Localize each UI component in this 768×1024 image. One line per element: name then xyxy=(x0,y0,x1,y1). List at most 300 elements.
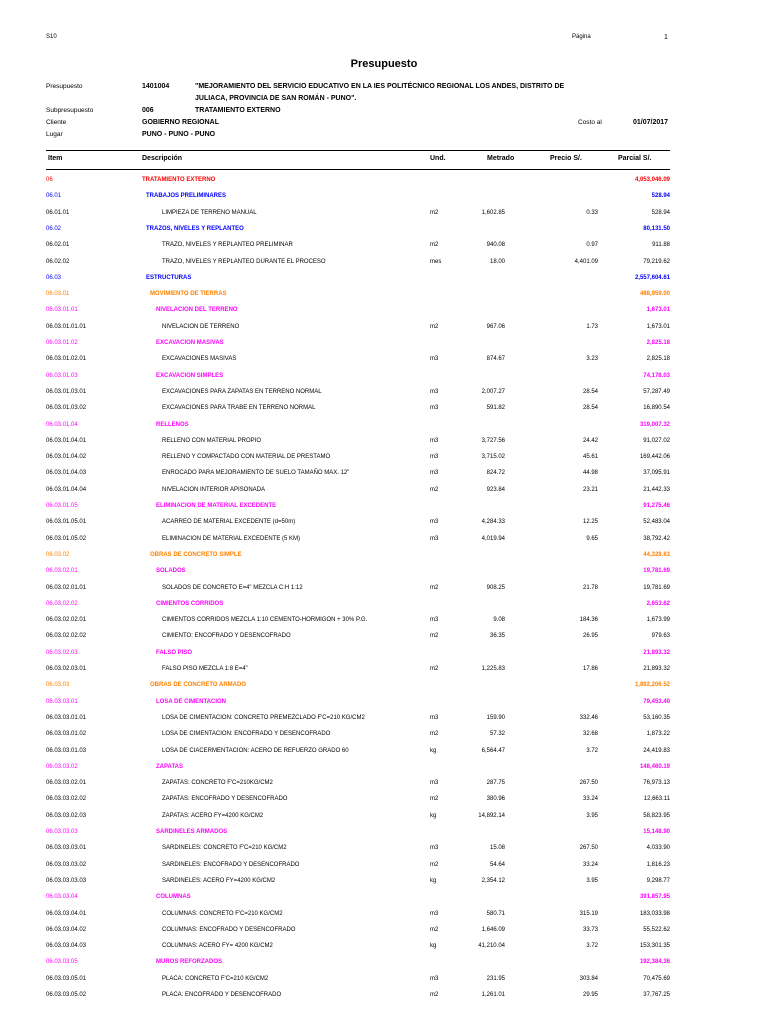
row-metrado: 41,210.04 xyxy=(478,943,505,950)
row-parcial: 55,522.62 xyxy=(643,926,670,933)
row-description: ZAPATAS xyxy=(156,763,183,770)
row-metrado: 940.08 xyxy=(486,242,505,249)
col-descripcion: Descripción xyxy=(142,155,183,162)
row-precio: 3.72 xyxy=(586,747,598,754)
row-item: 06.03.03.05.02 xyxy=(46,992,87,998)
row-parcial: 21,893.32 xyxy=(643,649,670,656)
row-metrado: 908.25 xyxy=(486,584,505,591)
row-metrado: 2,354.12 xyxy=(481,877,505,884)
row-description: PLACA: CONCRETO F'C=210 KG/CM2 xyxy=(162,975,269,982)
row-item: 06.03.03.02 xyxy=(46,763,78,770)
row-description: EXCAVACIONES PARA TRABE EN TERRENO NORMAL xyxy=(162,405,316,412)
row-item: 06.03.03 xyxy=(46,682,70,689)
table-row xyxy=(0,547,768,563)
row-precio: 28.54 xyxy=(582,388,598,395)
table-row xyxy=(0,335,768,351)
row-parcial: 319,007.32 xyxy=(639,421,670,428)
row-metrado: 36.35 xyxy=(489,633,505,640)
table-row xyxy=(0,612,768,628)
row-parcial: 58,823.95 xyxy=(643,812,670,819)
row-precio: 267.50 xyxy=(579,780,598,787)
row-metrado: 6,564.47 xyxy=(481,747,505,754)
row-description: OBRAS DE CONCRETO ARMADO xyxy=(150,682,247,689)
row-parcial: 37,095.91 xyxy=(643,470,670,477)
table-row xyxy=(0,286,768,302)
row-metrado: 3,715.02 xyxy=(481,454,505,461)
row-description: TRAZO, NIVELES Y REPLANTEO PRELIMINAR xyxy=(162,242,293,249)
row-metrado: 591.82 xyxy=(486,405,505,412)
row-item: 06.02.02 xyxy=(46,258,70,265)
table-row xyxy=(0,971,768,987)
row-description: LIMPIEZA DE TERRENO MANUAL xyxy=(162,209,257,216)
row-metrado: 380.96 xyxy=(486,796,505,803)
row-unit: m3 xyxy=(430,388,439,395)
row-parcial: 80,131.50 xyxy=(643,225,670,232)
row-item: 06.03.01 xyxy=(46,291,70,298)
table-row xyxy=(0,237,768,253)
row-parcial: 2,825.18 xyxy=(646,340,670,346)
row-unit: m3 xyxy=(430,535,439,542)
table-row xyxy=(0,661,768,677)
table-row xyxy=(0,205,768,221)
row-item: 06.03.03.04.02 xyxy=(46,926,87,933)
row-parcial: 192,384.36 xyxy=(639,959,670,966)
row-description: LOSA DE CIMENTACION: CONCRETO PREMEZCLADO F'C=210 KG/CM2 xyxy=(162,714,365,721)
row-precio: 17.86 xyxy=(582,666,598,672)
row-description: NIVELACION DE TERRENO xyxy=(162,323,240,330)
table-row xyxy=(0,384,768,400)
cliente-value: GOBIERNO REGIONAL xyxy=(142,119,220,126)
row-parcial: 52,483.04 xyxy=(643,519,670,526)
row-metrado: 57.32 xyxy=(489,731,505,738)
row-description: RELLENO CON MATERIAL PROPIO xyxy=(162,437,262,444)
row-metrado: 2,007.27 xyxy=(481,388,505,395)
table-row xyxy=(0,824,768,840)
row-parcial: 391,857.95 xyxy=(639,894,670,901)
row-description: TRAZOS, NIVELES Y REPLANTEO xyxy=(146,225,244,232)
table-row xyxy=(0,645,768,661)
row-description: LOSA DE CIACERMENTACION: ACERO DE REFUERZO GRADO 60 xyxy=(162,747,349,754)
row-unit: m2 xyxy=(430,209,439,216)
row-description: SOLADOS xyxy=(156,568,186,575)
row-item: 06.03.03.01 xyxy=(46,698,78,705)
table-row xyxy=(0,906,768,922)
table-row xyxy=(0,563,768,579)
row-parcial: 37,767.25 xyxy=(643,992,670,998)
table-row xyxy=(0,775,768,791)
table-row xyxy=(0,302,768,318)
row-description: CIMIENTO: ENCOFRADO Y DESENCOFRADO xyxy=(162,633,291,640)
subpresupuesto-code: 006 xyxy=(142,107,154,114)
row-item: 06.01.01 xyxy=(46,209,70,216)
row-description: COLUMNAS xyxy=(156,894,191,901)
table-row xyxy=(0,791,768,807)
row-item: 06.03.02.03.01 xyxy=(46,666,87,672)
row-description: SARDINELES: ACERO FY=4200 KG/CM2 xyxy=(162,877,276,884)
table-row xyxy=(0,351,768,367)
row-parcial: 57,287.49 xyxy=(643,388,670,395)
row-precio: 3.95 xyxy=(586,812,598,819)
row-metrado: 54.64 xyxy=(489,861,505,868)
row-unit: m2 xyxy=(430,666,439,672)
row-description: FALSO PISO MEZCLA 1:8 E=4" xyxy=(162,666,248,672)
table-row xyxy=(0,954,768,970)
row-precio: 4,401.09 xyxy=(574,258,598,265)
row-metrado: 580.71 xyxy=(486,910,505,917)
table-row xyxy=(0,221,768,237)
row-unit: m3 xyxy=(430,356,439,363)
row-item: 06.03.01.03.01 xyxy=(46,388,87,395)
row-metrado: 15.08 xyxy=(489,845,505,852)
row-unit: m2 xyxy=(430,992,439,998)
table-header xyxy=(46,150,670,170)
row-parcial: 24,419.83 xyxy=(643,747,670,754)
row-parcial: 53,160.35 xyxy=(643,714,670,721)
presupuesto-label: Presupuesto xyxy=(46,83,83,90)
row-item: 06.03.01.02.01 xyxy=(46,356,87,363)
row-item: 06.03.03.03.02 xyxy=(46,861,87,868)
table-row xyxy=(0,531,768,547)
row-description: MUROS REFORZADOS xyxy=(156,959,222,966)
row-metrado: 874.67 xyxy=(486,356,505,363)
row-precio: 0.97 xyxy=(586,242,598,249)
row-unit: kg xyxy=(430,943,437,950)
table-row xyxy=(0,726,768,742)
row-item: 06.03.02.02 xyxy=(46,600,78,607)
row-item: 06.03.03.03.03 xyxy=(46,877,87,884)
row-precio: 303.84 xyxy=(579,975,598,982)
row-description: ELIMINACION DE MATERIAL EXCEDENTE (5 KM) xyxy=(162,535,301,542)
table-row xyxy=(0,449,768,465)
row-item: 06.03.01.01.01 xyxy=(46,323,87,330)
row-item: 06.03.01.05 xyxy=(46,503,78,509)
row-description: FALSO PISO xyxy=(156,649,193,656)
row-item: 06.03.01.02 xyxy=(46,340,78,346)
row-description: NIVELACION INTERIOR APISONADA xyxy=(162,486,266,493)
row-parcial: 70,475.69 xyxy=(643,975,670,982)
row-unit: m2 xyxy=(430,731,439,738)
row-description: COLUMNAS: ENCOFRADO Y DESENCOFRADO xyxy=(162,926,296,933)
row-item: 06.03.03.01.03 xyxy=(46,747,87,754)
row-parcial: 15,148.90 xyxy=(643,829,670,835)
row-description: TRAZO, NIVELES Y REPLANTEO DURANTE EL PROCESO xyxy=(162,258,326,265)
table-row xyxy=(0,889,768,905)
row-description: ELIMINACION DE MATERIAL EXCEDENTE xyxy=(156,503,277,509)
table-row xyxy=(0,938,768,954)
row-parcial: 2,557,604.61 xyxy=(634,274,670,281)
row-parcial: 1,892,206.52 xyxy=(634,682,670,689)
row-item: 06.03.03.04.01 xyxy=(46,910,87,917)
row-parcial: 19,781.69 xyxy=(643,568,670,575)
row-unit: m3 xyxy=(430,470,439,477)
row-item: 06.03.03.03 xyxy=(46,829,78,835)
costo-label: Costo al xyxy=(578,119,602,126)
row-item: 06.03.01.03 xyxy=(46,372,78,379)
row-description: ACARREO DE MATERIAL EXCEDENTE (d=50m) xyxy=(162,519,296,526)
row-item: 06.03.02.01 xyxy=(46,568,78,575)
table-row xyxy=(0,172,768,188)
row-precio: 184.36 xyxy=(579,617,598,624)
row-unit: m3 xyxy=(430,454,439,461)
row-parcial: 9,298.77 xyxy=(646,877,670,884)
row-parcial: 911.88 xyxy=(652,242,670,249)
row-precio: 32.68 xyxy=(582,731,598,738)
row-precio: 3.95 xyxy=(586,877,598,884)
table-row xyxy=(0,922,768,938)
row-item: 06.03.02 xyxy=(46,551,70,558)
row-item: 06.03.03.01.01 xyxy=(46,714,87,721)
row-precio: 21.78 xyxy=(582,584,598,591)
row-description: LOSA DE CIMENTACION xyxy=(156,698,226,705)
row-parcial: 1,673.01 xyxy=(646,323,670,330)
row-metrado: 1,225.83 xyxy=(481,666,505,672)
col-item: Item xyxy=(48,155,63,162)
row-metrado: 3,727.56 xyxy=(481,437,505,444)
table-row xyxy=(0,482,768,498)
row-parcial: 44,328.63 xyxy=(643,551,670,558)
row-item: 06.03.02.02.02 xyxy=(46,633,87,640)
row-item: 06.03.03.02.02 xyxy=(46,796,87,803)
row-precio: 33.73 xyxy=(582,926,598,933)
row-description: ZAPATAS: ACERO FY=4200 KG/CM2 xyxy=(162,812,264,819)
row-description: MOVIMIENTO DE TIERRAS xyxy=(150,291,227,298)
row-unit: m3 xyxy=(430,437,439,444)
row-parcial: 76,973.13 xyxy=(643,780,670,787)
table-row xyxy=(0,987,768,1003)
row-parcial: 4,053,046.09 xyxy=(634,177,670,183)
row-unit: m2 xyxy=(430,242,439,249)
row-precio: 28.54 xyxy=(582,405,598,412)
row-description: LOSA DE CIMENTACION: ENCOFRADO Y DESENCOFRADO xyxy=(162,731,331,738)
row-parcial: 21,893.32 xyxy=(643,666,670,672)
table-row xyxy=(0,840,768,856)
row-metrado: 159.90 xyxy=(486,714,505,721)
row-unit: m3 xyxy=(430,519,439,526)
col-parcial: Parcial S/. xyxy=(618,155,652,162)
table-row xyxy=(0,580,768,596)
row-parcial: 38,792.42 xyxy=(643,535,670,542)
row-unit: m2 xyxy=(430,926,439,933)
row-description: TRABAJOS PRELIMINARES xyxy=(146,193,227,200)
row-item: 06.03.01.03.02 xyxy=(46,405,87,412)
table-row xyxy=(0,873,768,889)
row-item: 06.03.03.05.01 xyxy=(46,975,87,982)
row-parcial: 2,825.18 xyxy=(646,356,670,363)
table-row xyxy=(0,498,768,514)
row-item: 06.03.01.01 xyxy=(46,307,78,314)
row-metrado: 18.00 xyxy=(489,258,505,265)
row-parcial: 979.63 xyxy=(651,633,670,640)
row-description: COLUMNAS: CONCRETO F'C=210 KG/CM2 xyxy=(162,910,283,917)
table-row xyxy=(0,677,768,693)
row-unit: m3 xyxy=(430,780,439,787)
table-row xyxy=(0,808,768,824)
row-unit: m3 xyxy=(430,617,439,624)
row-precio: 267.50 xyxy=(579,845,598,852)
row-metrado: 1,646.09 xyxy=(481,926,505,933)
lugar-value: PUNO - PUNO - PUNO xyxy=(142,131,216,138)
row-description: CIMIENTOS CORRIDOS xyxy=(156,600,224,607)
row-parcial: 528.94 xyxy=(651,209,670,216)
costo-date: 01/07/2017 xyxy=(633,119,669,126)
col-metrado: Metrado xyxy=(487,155,515,162)
row-precio: 26.95 xyxy=(582,633,598,640)
row-description: SARDINELES: CONCRETO F'C=210 KG/CM2 xyxy=(162,845,287,852)
row-unit: m2 xyxy=(430,584,439,591)
table-row xyxy=(0,417,768,433)
row-item: 06.03.01.04.02 xyxy=(46,454,87,461)
presupuesto-desc-line1: "MEJORAMIENTO DEL SERVICIO EDUCATIVO EN LA IES POLITÉCNICO REGIONAL LOS ANDES, DISTRITO DE xyxy=(195,83,565,90)
row-precio: 23.21 xyxy=(582,486,598,493)
cliente-label: Cliente xyxy=(46,119,67,126)
page-number: 1 xyxy=(664,34,668,41)
row-unit: m3 xyxy=(430,405,439,412)
row-metrado: 9.08 xyxy=(493,617,505,624)
row-precio: 315.19 xyxy=(579,910,598,917)
row-unit: m3 xyxy=(430,845,439,852)
row-unit: m3 xyxy=(430,714,439,721)
row-parcial: 1,873.22 xyxy=(646,731,670,738)
table-row xyxy=(0,433,768,449)
row-description: SARDINELES ARMADOS xyxy=(156,829,228,835)
row-metrado: 14,892.14 xyxy=(478,812,505,819)
table-row xyxy=(0,400,768,416)
row-item: 06.03.01.04.04 xyxy=(46,486,87,493)
row-parcial: 91,027.02 xyxy=(643,437,670,444)
row-parcial: 21,442.33 xyxy=(643,486,670,493)
row-precio: 44.98 xyxy=(582,470,598,477)
row-item: 06.03.03.02.03 xyxy=(46,812,87,819)
row-parcial: 153,301.35 xyxy=(639,943,670,950)
row-precio: 3.72 xyxy=(586,943,598,950)
row-parcial: 528.94 xyxy=(651,193,670,200)
row-unit: m3 xyxy=(430,910,439,917)
row-parcial: 488,959.00 xyxy=(639,291,670,298)
row-precio: 332.46 xyxy=(579,714,598,721)
row-item: 06.03.03.02.01 xyxy=(46,780,87,787)
row-description: SARDINELES: ENCOFRADO Y DESENCOFRADO xyxy=(162,861,300,868)
row-item: 06.03.02.02.01 xyxy=(46,617,87,624)
row-precio: 24.42 xyxy=(582,437,598,444)
row-parcial: 91,275.46 xyxy=(643,503,670,509)
row-description: ENROCADO PARA MEJORAMIENTO DE SUELO TAMAÑO MAX. 12" xyxy=(162,470,350,477)
row-description: EXCAVACIONES MASIVAS xyxy=(162,356,237,363)
row-parcial: 79,219.62 xyxy=(643,258,670,265)
table-row xyxy=(0,694,768,710)
row-description: ESTRUCTURAS xyxy=(146,274,192,281)
table-row xyxy=(0,254,768,270)
row-parcial: 1,673.01 xyxy=(646,307,670,314)
page-title: Presupuesto xyxy=(350,58,418,70)
row-precio: 33.24 xyxy=(582,796,598,803)
table-row xyxy=(0,857,768,873)
row-description: ZAPATAS: CONCRETO F'C=210KG/CM2 xyxy=(162,780,273,787)
row-unit: mes xyxy=(430,258,442,265)
row-precio: 33.24 xyxy=(582,861,598,868)
row-metrado: 287.75 xyxy=(486,780,505,787)
presupuesto-desc-line2: JULIACA, PROVINCIA DE SAN ROMÁN - PUNO". xyxy=(195,95,357,102)
table-row xyxy=(0,319,768,335)
row-unit: m3 xyxy=(430,975,439,982)
row-description: SOLADOS DE CONCRETO E=4" MEZCLA C:H 1:12 xyxy=(162,584,303,591)
table-row xyxy=(0,465,768,481)
row-metrado: 1,261.01 xyxy=(481,992,505,998)
row-item: 06.03.03.04 xyxy=(46,894,78,901)
row-unit: m2 xyxy=(430,796,439,803)
row-unit: kg xyxy=(430,812,437,819)
row-item: 06.01 xyxy=(46,193,62,200)
row-description: NIVELACION DEL TERRENO xyxy=(156,307,238,314)
row-parcial: 19,781.69 xyxy=(643,584,670,591)
row-parcial: 169,442.06 xyxy=(639,454,670,461)
row-item: 06.02 xyxy=(46,225,62,232)
row-parcial: 4,033.90 xyxy=(646,845,670,852)
report-code: S10 xyxy=(46,34,57,40)
row-unit: m2 xyxy=(430,861,439,868)
row-item: 06.03.03.01.02 xyxy=(46,731,87,738)
page-label: Página xyxy=(572,34,591,40)
subpresupuesto-label: Subpresupuesto xyxy=(46,107,94,114)
row-description: ZAPATAS: ENCOFRADO Y DESENCOFRADO xyxy=(162,796,288,803)
row-metrado: 923.84 xyxy=(486,486,505,493)
row-unit: kg xyxy=(430,747,437,754)
row-item: 06.03.01.05.02 xyxy=(46,535,87,542)
row-description: EXCAVACION MASIVAS xyxy=(156,340,224,346)
row-description: EXCAVACION SIMPLES xyxy=(156,372,224,379)
presupuesto-code: 1401004 xyxy=(142,83,170,90)
row-item: 06.03.03.05 xyxy=(46,959,78,966)
row-item: 06.03 xyxy=(46,274,62,281)
row-parcial: 2,653.62 xyxy=(646,600,670,607)
row-description: CIMIENTOS CORRIDOS MEZCLA 1:10 CEMENTO-HORMIGON + 30% P.G. xyxy=(162,617,368,624)
table-row xyxy=(0,514,768,530)
row-metrado: 1,602.85 xyxy=(481,209,505,216)
row-item: 06.03.01.04.03 xyxy=(46,470,87,477)
row-unit: kg xyxy=(430,877,437,884)
row-item: 06.02.01 xyxy=(46,242,70,249)
row-parcial: 74,178.03 xyxy=(643,372,670,379)
row-metrado: 4,284.33 xyxy=(481,519,505,526)
row-item: 06.03.01.04 xyxy=(46,421,78,428)
row-metrado: 967.06 xyxy=(486,323,505,330)
table-row xyxy=(0,270,768,286)
row-description: RELLENOS xyxy=(156,421,189,428)
row-parcial: 183,033.98 xyxy=(639,910,670,917)
row-item: 06 xyxy=(46,177,53,183)
row-description: COLUMNAS: ACERO FY= 4200 KG/CM2 xyxy=(162,943,273,950)
row-item: 06.03.03.04.03 xyxy=(46,943,87,950)
table-row xyxy=(0,596,768,612)
row-parcial: 12,663.11 xyxy=(643,796,670,803)
row-precio: 3.23 xyxy=(586,356,598,363)
row-metrado: 231.95 xyxy=(486,975,505,982)
row-parcial: 1,673.99 xyxy=(646,617,670,624)
row-precio: 12.25 xyxy=(582,519,598,526)
table-row xyxy=(0,743,768,759)
row-unit: m2 xyxy=(430,323,439,330)
table-row xyxy=(0,188,768,204)
row-item: 06.03.02.01.01 xyxy=(46,584,87,591)
row-description: PLACA: ENCOFRADO Y DESENCOFRADO xyxy=(162,992,282,998)
row-precio: 29.95 xyxy=(582,992,598,998)
row-precio: 1.73 xyxy=(586,323,598,330)
table-row xyxy=(0,710,768,726)
row-metrado: 4,019.94 xyxy=(481,535,505,542)
col-und: Und. xyxy=(430,155,446,162)
row-unit: m2 xyxy=(430,486,439,493)
row-parcial: 16,890.54 xyxy=(643,405,670,412)
table-row xyxy=(0,759,768,775)
